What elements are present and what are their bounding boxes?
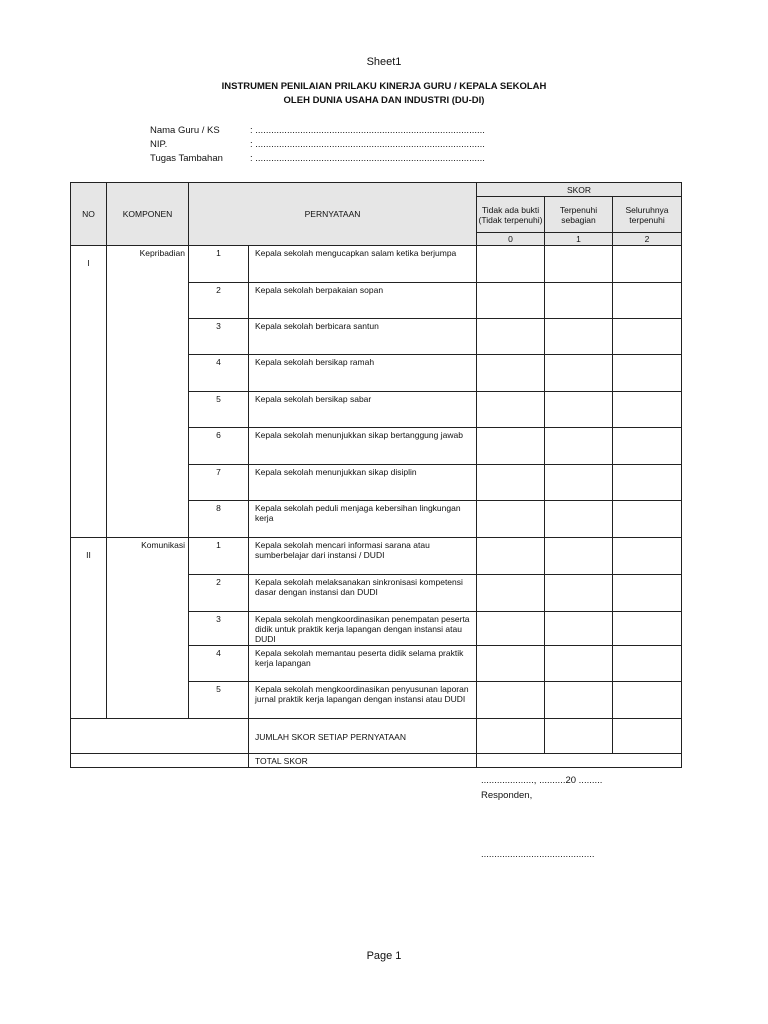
section-komponen	[107, 575, 189, 612]
score-cell-0[interactable]	[477, 612, 545, 646]
section-number: I	[71, 246, 107, 283]
jumlah-label: JUMLAH SKOR SETIAP PERNYATAAN	[249, 719, 477, 754]
total-row	[71, 754, 682, 768]
section-komponen: Kepribadian	[107, 246, 189, 283]
score-cell-0[interactable]	[477, 246, 545, 283]
section-komponen	[107, 319, 189, 355]
item-number: 8	[189, 501, 249, 538]
header-komponen: KOMPONEN	[107, 183, 189, 246]
score-cell-0[interactable]	[477, 501, 545, 538]
jumlah-row	[71, 719, 682, 754]
score-cell-1[interactable]	[545, 319, 613, 355]
item-number: 6	[189, 428, 249, 465]
table-row	[71, 575, 682, 612]
score-cell-0[interactable]	[477, 392, 545, 428]
section-komponen	[107, 283, 189, 319]
heading-line-1: INSTRUMEN PENILAIAN PRILAKU KINERJA GURU / KEPALA SEKOLAH	[221, 81, 547, 92]
total-label: TOTAL SKOR	[249, 754, 477, 768]
header-row	[71, 183, 682, 197]
table-row	[71, 392, 682, 428]
table-row	[71, 612, 682, 646]
item-number: 3	[189, 612, 249, 646]
item-statement: Kepala sekolah berpakaian sopan	[249, 283, 477, 319]
header-skor-value-1: 1	[545, 233, 613, 246]
header-skor-2: Seluruhnya terpenuhi	[613, 197, 682, 233]
item-number: 5	[189, 682, 249, 719]
info-row-tugas	[150, 152, 485, 166]
place-date: ...................., ..........20 .........	[481, 775, 603, 786]
table-row	[71, 501, 682, 538]
item-number: 4	[189, 355, 249, 392]
table-row	[71, 646, 682, 682]
section-number	[71, 575, 107, 612]
item-statement: Kepala sekolah mengucapkan salam ketika berjumpa	[249, 246, 477, 283]
score-cell-2[interactable]	[613, 392, 682, 428]
total-spacer	[71, 754, 249, 768]
section-komponen	[107, 428, 189, 465]
jumlah-spacer	[71, 719, 249, 754]
score-cell-0[interactable]	[477, 283, 545, 319]
score-cell-2[interactable]	[613, 538, 682, 575]
header-skor-value-2: 2	[613, 233, 682, 246]
header-skor: SKOR	[477, 183, 682, 197]
item-statement: Kepala sekolah bersikap ramah	[249, 355, 477, 392]
score-cell-0[interactable]	[477, 355, 545, 392]
score-cell-2[interactable]	[613, 612, 682, 646]
info-row-nama	[150, 124, 485, 138]
item-statement: Kepala sekolah berbicara santun	[249, 319, 477, 355]
section-number	[71, 283, 107, 319]
item-number: 4	[189, 646, 249, 682]
info-row-nip	[150, 138, 485, 152]
item-statement: Kepala sekolah mengkoordinasikan penempatan peserta didik untuk praktik kerja lapangan dengan instansi atau DUDI	[249, 612, 477, 646]
signature-line: ...........................................	[481, 849, 595, 860]
table-row	[71, 682, 682, 719]
header-pernyataan: PERNYATAAN	[189, 183, 477, 246]
score-cell-0[interactable]	[477, 646, 545, 682]
section-komponen	[107, 501, 189, 538]
score-cell-2[interactable]	[613, 246, 682, 283]
sheet-title: Sheet1	[366, 56, 402, 68]
total-cell[interactable]	[477, 754, 682, 768]
section-number	[71, 682, 107, 719]
score-cell-2[interactable]	[613, 501, 682, 538]
table-row	[71, 465, 682, 501]
item-number: 7	[189, 465, 249, 501]
document-heading	[0, 80, 768, 108]
info-value: : .......................................................................................	[250, 153, 485, 164]
section-number	[71, 646, 107, 682]
page-footer: Page 1	[366, 950, 402, 962]
table-row	[71, 283, 682, 319]
info-label: NIP.	[150, 139, 168, 150]
score-cell-1[interactable]	[545, 501, 613, 538]
table-row	[71, 428, 682, 465]
section-komponen	[107, 612, 189, 646]
header-skor-0: Tidak ada bukti (Tidak terpenuhi)	[477, 197, 545, 233]
item-statement: Kepala sekolah melaksanakan sinkronisasi kompetensi dasar dengan instansi dan DUDI	[249, 575, 477, 612]
table-row	[71, 538, 682, 575]
score-cell-1[interactable]	[545, 465, 613, 501]
section-komponen: Komunikasi	[107, 538, 189, 575]
item-statement: Kepala sekolah menunjukkan sikap disiplin	[249, 465, 477, 501]
score-cell-1[interactable]	[545, 392, 613, 428]
score-cell-0[interactable]	[477, 465, 545, 501]
header-no: NO	[71, 183, 107, 246]
score-cell-0[interactable]	[477, 428, 545, 465]
item-number: 1	[189, 246, 249, 283]
table-row	[71, 355, 682, 392]
section-number	[71, 428, 107, 465]
section-komponen	[107, 465, 189, 501]
section-number	[71, 612, 107, 646]
section-komponen	[107, 682, 189, 719]
section-number	[71, 355, 107, 392]
score-cell-0[interactable]	[477, 575, 545, 612]
table-body	[71, 183, 682, 768]
table-row	[71, 319, 682, 355]
score-cell-0[interactable]	[477, 319, 545, 355]
score-cell-1[interactable]	[545, 428, 613, 465]
score-cell-2[interactable]	[613, 646, 682, 682]
item-statement: Kepala sekolah mencari informasi sarana atau sumberbelajar dari instansi / DUDI	[249, 538, 477, 575]
heading-line-2: OLEH DUNIA USAHA DAN INDUSTRI (DU-DI)	[283, 95, 485, 106]
jumlah-cell-2[interactable]	[613, 719, 682, 754]
score-cell-1[interactable]	[545, 646, 613, 682]
header-skor-1: Terpenuhi sebagian	[545, 197, 613, 233]
item-number: 5	[189, 392, 249, 428]
responden-label: Responden,	[481, 790, 533, 801]
score-cell-1[interactable]	[545, 575, 613, 612]
item-statement: Kepala sekolah peduli menjaga kebersihan lingkungan kerja	[249, 501, 477, 538]
info-value: : .......................................................................................	[250, 125, 485, 136]
score-cell-2[interactable]	[613, 575, 682, 612]
section-komponen	[107, 355, 189, 392]
item-number: 3	[189, 319, 249, 355]
section-number	[71, 501, 107, 538]
section-number	[71, 465, 107, 501]
section-komponen	[107, 392, 189, 428]
section-komponen	[107, 646, 189, 682]
section-number	[71, 392, 107, 428]
score-cell-2[interactable]	[613, 428, 682, 465]
score-cell-1[interactable]	[545, 682, 613, 719]
score-cell-2[interactable]	[613, 465, 682, 501]
item-number: 2	[189, 283, 249, 319]
info-label: Nama Guru / KS	[150, 125, 220, 136]
item-statement: Kepala sekolah memantau peserta didik selama praktik kerja lapangan	[249, 646, 477, 682]
section-number: II	[71, 538, 107, 575]
score-cell-2[interactable]	[613, 355, 682, 392]
header-skor-value-0: 0	[477, 233, 545, 246]
info-value: : .......................................................................................	[250, 139, 485, 150]
score-cell-0[interactable]	[477, 682, 545, 719]
assessment-table	[70, 182, 682, 768]
score-cell-2[interactable]	[613, 682, 682, 719]
section-number	[71, 319, 107, 355]
score-cell-2[interactable]	[613, 319, 682, 355]
score-cell-1[interactable]	[545, 538, 613, 575]
item-number: 2	[189, 575, 249, 612]
score-cell-1[interactable]	[545, 612, 613, 646]
score-cell-1[interactable]	[545, 283, 613, 319]
info-label: Tugas Tambahan	[150, 153, 223, 164]
score-cell-2[interactable]	[613, 283, 682, 319]
jumlah-cell-1[interactable]	[545, 719, 613, 754]
item-number: 1	[189, 538, 249, 575]
jumlah-cell-0[interactable]	[477, 719, 545, 754]
score-cell-1[interactable]	[545, 355, 613, 392]
score-cell-0[interactable]	[477, 538, 545, 575]
score-cell-1[interactable]	[545, 246, 613, 283]
identity-fields	[150, 124, 485, 166]
item-statement: Kepala sekolah mengkoordinasikan penyusunan laporan jurnal praktik kerja lapangan dengan instansi atau DUDI	[249, 682, 477, 719]
item-statement: Kepala sekolah bersikap sabar	[249, 392, 477, 428]
table-row	[71, 246, 682, 283]
item-statement: Kepala sekolah menunjukkan sikap bertanggung jawab	[249, 428, 477, 465]
